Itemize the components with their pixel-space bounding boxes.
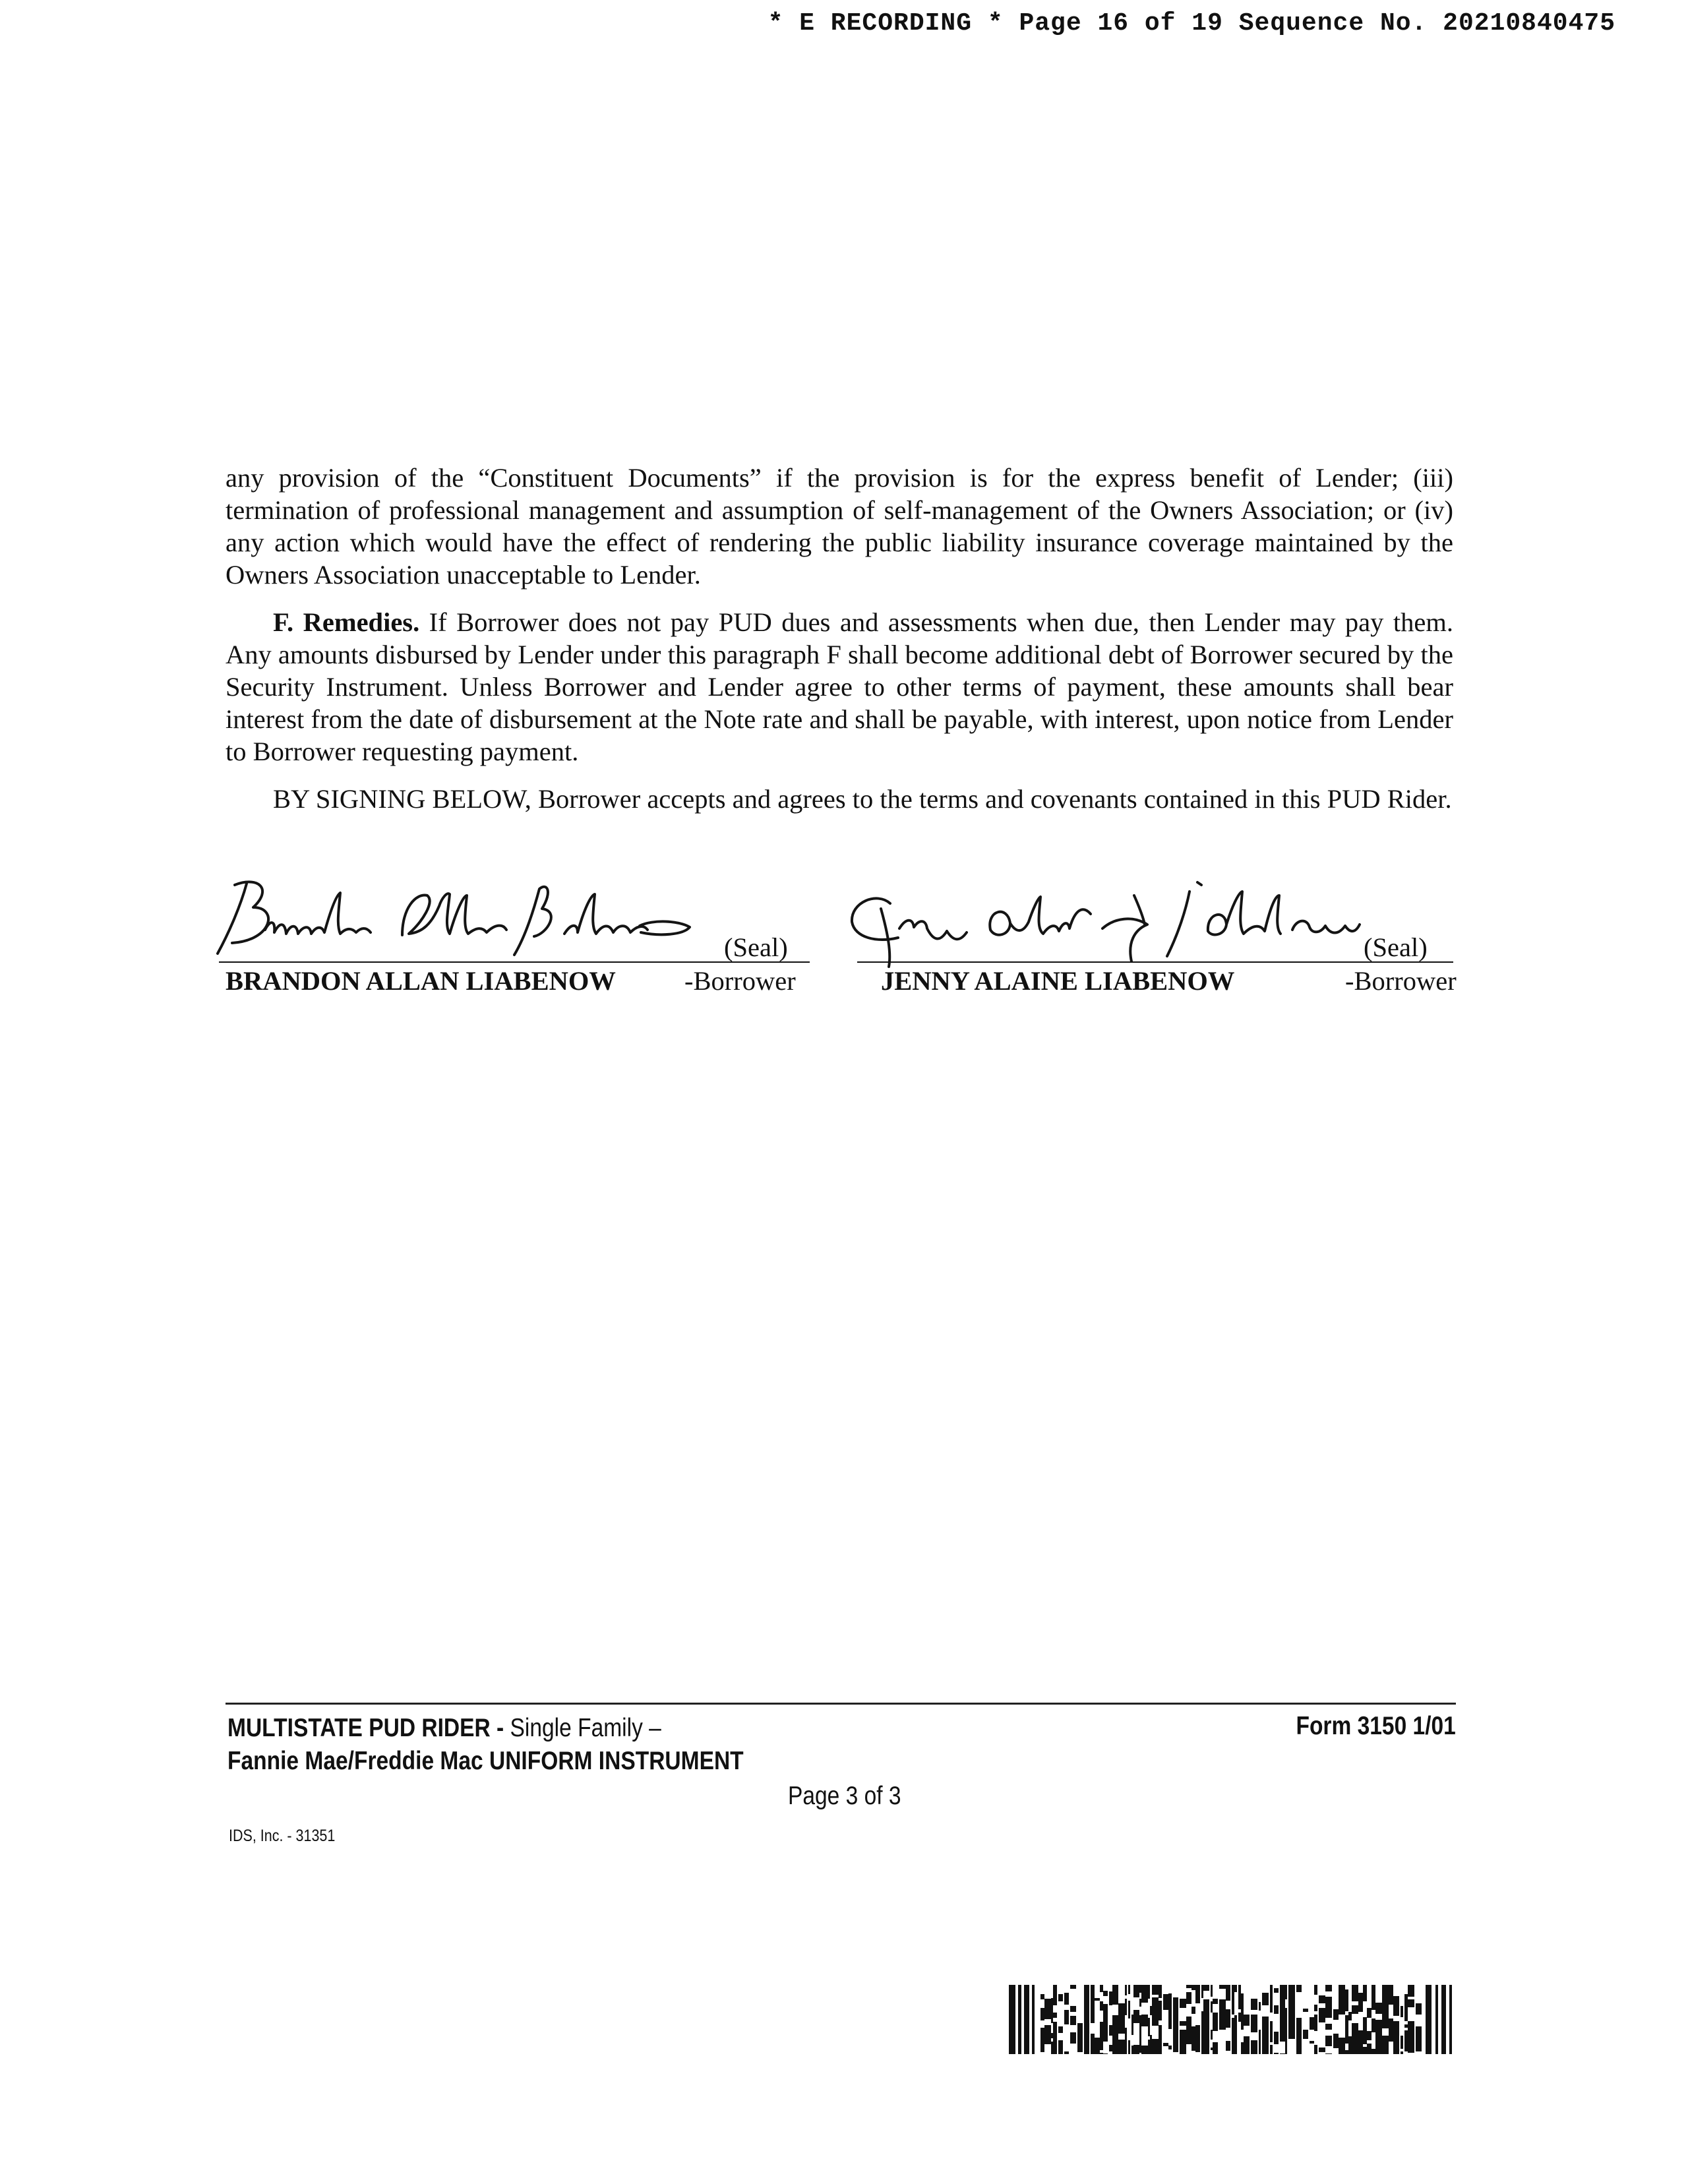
footer-ids-code: IDS, Inc. - 31351: [229, 1827, 336, 1845]
page-number: Page 3 of 3: [788, 1782, 901, 1810]
handwritten-signature-jenny: [837, 869, 1431, 975]
footer-title-line: [227, 1712, 744, 1745]
seal-label: (Seal): [724, 932, 788, 962]
seal-label: (Seal): [1364, 932, 1428, 962]
footer-rule: [226, 1703, 1456, 1705]
remedies-text: If Borrower does not pay PUD dues and assessments when due, then Lender may pay them. Any amounts disbursed by Lender under this paragraph F shall become additional debt of Borrower secured by the Security Instrument. Unless Borrower and Lender agree to other terms of payment, these amounts shall bear interest from the date of disbursement at the Note rate and shall be payable, with interest, upon notice from Lender to Borrower requesting payment.: [226, 607, 1453, 766]
handwritten-signature-brandon: [204, 869, 706, 968]
signer-role: -Borrower: [1345, 966, 1457, 996]
paragraph-remedies: [226, 606, 1453, 768]
signer-role: -Borrower: [684, 966, 796, 996]
remedies-heading: F. Remedies.: [273, 607, 420, 637]
barcode-image: [1009, 1985, 1457, 2054]
paragraph-constituent-documents: any provision of the “Constituent Documents” if the provision is for the express benefit of Lender; (iii) termination of professional management and assumption of self-management of the Owners Association; or (iv) any action which would have the effect of rendering the public liability insurance coverage maintained by the Owners Association unacceptable to Lender.: [226, 463, 1453, 590]
footer-title-rest: Single Family –: [504, 1714, 661, 1742]
footer-title-bold: MULTISTATE PUD RIDER -: [227, 1714, 504, 1742]
recording-header: * E RECORDING * Page 16 of 19 Sequence No. 20210840475: [768, 9, 1615, 38]
signer-name: JENNY ALAINE LIABENOW: [881, 966, 1235, 996]
footer-form-number: Form 3150 1/01: [1296, 1712, 1456, 1740]
signature-block-borrower-2: [837, 869, 1457, 1001]
footer-form-title: [227, 1712, 744, 1778]
signer-name: BRANDON ALLAN LIABENOW: [226, 966, 616, 996]
document-body: [226, 462, 1453, 830]
paragraph-signing-below: BY SIGNING BELOW, Borrower accepts and agrees to the terms and covenants contained in this PUD Rider.: [273, 784, 1452, 814]
footer-subtitle: Fannie Mae/Freddie Mac UNIFORM INSTRUMENT: [227, 1747, 744, 1775]
signature-line: [219, 961, 810, 963]
signature-block-borrower-1: [204, 869, 808, 1001]
